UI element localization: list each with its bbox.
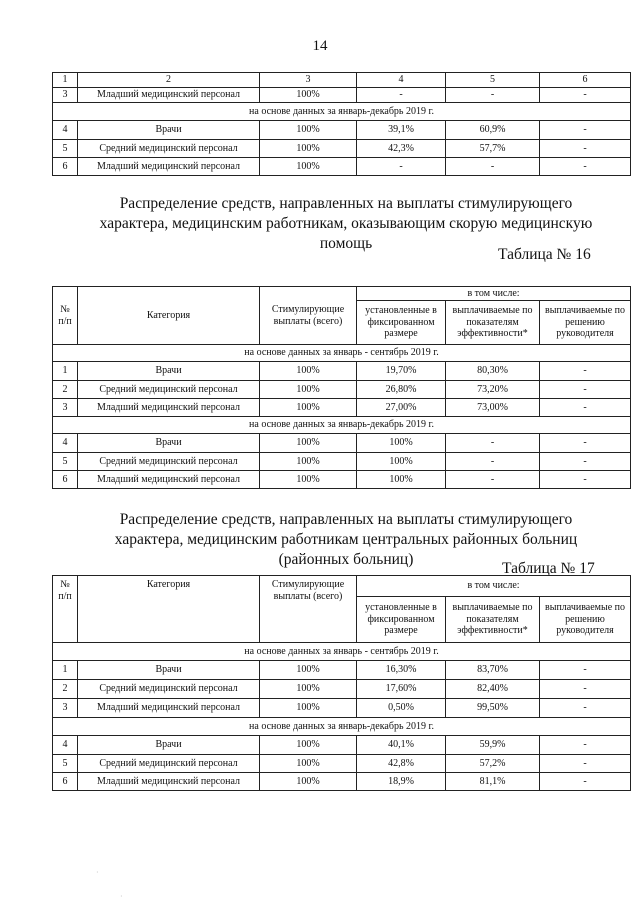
table-row [53,755,631,773]
header-cell: 1 [53,73,78,88]
cell-category: Младший медицинский персонал [78,158,260,176]
cell-total: 100% [260,453,357,471]
cell-category: Врачи [78,362,260,381]
cell-fixed: 42,3% [357,140,446,158]
cell-total: 100% [260,434,357,453]
cell-num: 3 [53,399,78,417]
header-cell: 3 [260,73,357,88]
cell-category: Младший медицинский персонал [78,399,260,417]
period-label: на основе данных за январь - сентябрь 2019 г. [53,345,631,362]
cell-dec: - [540,381,631,399]
cell-eff: - [446,158,540,176]
cell-num: 4 [53,434,78,453]
continued-table [52,72,631,176]
cell-fixed: 40,1% [357,736,446,755]
cell-category: Младший медицинский персонал [78,88,260,103]
cell-fixed: - [357,88,446,103]
cell-dec: - [540,140,631,158]
cell-total: 100% [260,773,357,791]
cell-eff: 73,00% [446,399,540,417]
cell-total: 100% [260,88,357,103]
cell-num: 3 [53,699,78,718]
cell-dec: - [540,88,631,103]
cell-dec: - [540,699,631,718]
cell-category: Врачи [78,121,260,140]
cell-dec: - [540,471,631,489]
table-row [53,699,631,718]
cell-eff: 57,2% [446,755,540,773]
cell-eff: - [446,434,540,453]
period-row [53,103,631,121]
cell-eff: - [446,453,540,471]
scan-speck: · [120,892,123,901]
cell-total: 100% [260,399,357,417]
cell-num: 4 [53,121,78,140]
col-header-num: № п/п [53,576,78,643]
section-16-title: Распределение средств, направленных на выплаты стимулирующего характера, медицинским работникам, оказывающим скорую медицинскую помощь [99,195,593,253]
cell-total: 100% [260,362,357,381]
table-17-label: Таблица № 17 [502,560,595,577]
cell-eff: 99,50% [446,699,540,718]
table-16 [52,286,631,489]
cell-num: 1 [53,661,78,680]
cell-eff: - [446,471,540,489]
cell-dec: - [540,434,631,453]
cell-total: 100% [260,736,357,755]
period-label: на основе данных за январь-декабрь 2019 г. [53,718,631,736]
cell-total: 100% [260,755,357,773]
cell-eff: 73,20% [446,381,540,399]
cell-category: Врачи [78,736,260,755]
period-row [53,417,631,434]
cell-dec: - [540,661,631,680]
cell-dec: - [540,736,631,755]
header-cell: 4 [357,73,446,88]
col-header-category: Категория [78,576,260,643]
cell-num: 3 [53,88,78,103]
table-row [53,399,631,417]
cell-eff: 83,70% [446,661,540,680]
table-row [53,453,631,471]
cell-category: Средний медицинский персонал [78,140,260,158]
cell-fixed: 27,00% [357,399,446,417]
cell-dec: - [540,399,631,417]
period-row [53,643,631,661]
period-row [53,718,631,736]
cell-num: 2 [53,680,78,699]
cell-fixed: 100% [357,434,446,453]
cell-dec: - [540,680,631,699]
col-header-total: Стимулирующие выплаты (всего) [260,576,357,643]
cell-eff: 59,9% [446,736,540,755]
cell-category: Врачи [78,434,260,453]
cell-total: 100% [260,661,357,680]
cell-total: 100% [260,699,357,718]
cell-category: Средний медицинский персонал [78,680,260,699]
col-header-dec: выплачиваемые по решению руководителя [540,301,631,345]
cell-dec: - [540,453,631,471]
header-cell: 6 [540,73,631,88]
period-row [53,345,631,362]
cell-fixed: 18,9% [357,773,446,791]
cell-eff: 80,30% [446,362,540,381]
period-label: на основе данных за январь-декабрь 2019 г. [53,417,631,434]
col-header-num: № п/п [53,287,78,345]
col-header-fixed: установленные в фиксированном размере [357,597,446,643]
cell-category: Младший медицинский персонал [78,699,260,718]
table-row [53,381,631,399]
cell-category: Младший медицинский персонал [78,773,260,791]
cell-num: 1 [53,362,78,381]
table-row [53,362,631,381]
table-header-row [53,73,631,88]
scan-speck: · [96,868,99,877]
cell-total: 100% [260,121,357,140]
table-row [53,121,631,140]
col-header-including: в том числе: [357,576,631,597]
table-row [53,158,631,176]
cell-category: Младший медицинский персонал [78,471,260,489]
col-header-eff: выплачиваемые по показателям эффективности* [446,597,540,643]
cell-fixed: 42,8% [357,755,446,773]
cell-eff: 57,7% [446,140,540,158]
cell-num: 6 [53,471,78,489]
cell-num: 2 [53,381,78,399]
cell-eff: 81,1% [446,773,540,791]
col-header-dec: выплачиваемые по решению руководителя [540,597,631,643]
cell-num: 6 [53,773,78,791]
cell-fixed: 26,80% [357,381,446,399]
table-row [53,680,631,699]
cell-num: 4 [53,736,78,755]
cell-total: 100% [260,381,357,399]
cell-fixed: - [357,158,446,176]
table-row [53,434,631,453]
cell-eff: - [446,88,540,103]
table-row [53,140,631,158]
cell-dec: - [540,755,631,773]
section-17-title: Распределение средств, направленных на выплаты стимулирующего характера, медицинским работникам центральных районных больниц (районных больниц) [114,511,578,569]
col-header-total: Стимулирующие выплаты (всего) [260,287,357,345]
table-row [53,88,631,103]
col-header-fixed: установленные в фиксированном размере [357,301,446,345]
period-label: на основе данных за январь - сентябрь 2019 г. [53,643,631,661]
table-row [53,736,631,755]
cell-category: Врачи [78,661,260,680]
table-17 [52,575,631,791]
cell-dec: - [540,158,631,176]
page-number: 14 [312,38,328,54]
table-16-label: Таблица № 16 [498,246,591,263]
cell-fixed: 100% [357,453,446,471]
cell-fixed: 17,60% [357,680,446,699]
cell-num: 5 [53,140,78,158]
cell-category: Средний медицинский персонал [78,755,260,773]
cell-dec: - [540,121,631,140]
cell-total: 100% [260,471,357,489]
cell-eff: 82,40% [446,680,540,699]
header-cell: 2 [78,73,260,88]
cell-eff: 60,9% [446,121,540,140]
col-header-including: в том числе: [357,287,631,301]
period-label: на основе данных за январь-декабрь 2019 г. [53,103,631,121]
col-header-category: Категория [78,287,260,345]
cell-fixed: 19,70% [357,362,446,381]
cell-dec: - [540,362,631,381]
cell-dec: - [540,773,631,791]
cell-total: 100% [260,158,357,176]
cell-num: 6 [53,158,78,176]
cell-num: 5 [53,453,78,471]
table-row [53,773,631,791]
cell-total: 100% [260,680,357,699]
header-cell: 5 [446,73,540,88]
cell-category: Средний медицинский персонал [78,453,260,471]
col-header-eff: выплачиваемые по показателям эффективности* [446,301,540,345]
cell-total: 100% [260,140,357,158]
table-row [53,471,631,489]
cell-fixed: 39,1% [357,121,446,140]
cell-fixed: 16,30% [357,661,446,680]
table-row [53,661,631,680]
cell-fixed: 100% [357,471,446,489]
cell-num: 5 [53,755,78,773]
cell-fixed: 0,50% [357,699,446,718]
cell-category: Средний медицинский персонал [78,381,260,399]
